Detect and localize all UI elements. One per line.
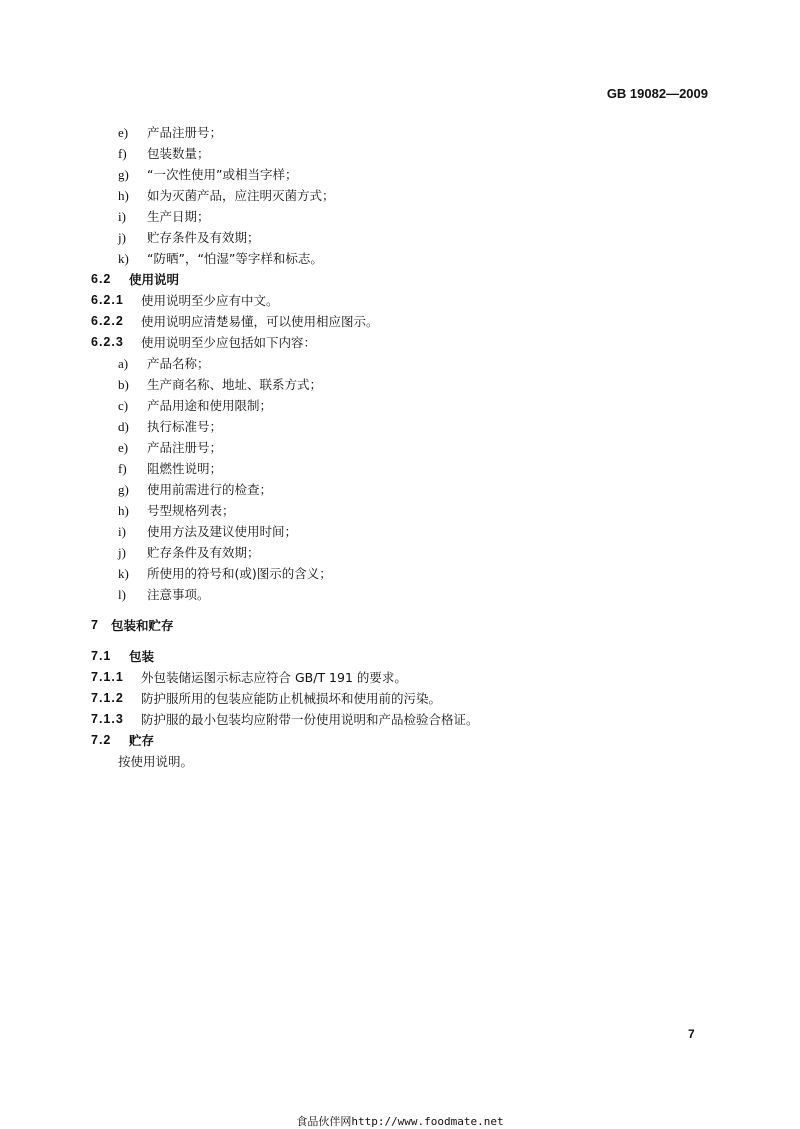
section-heading (91, 730, 711, 751)
spacer (91, 605, 711, 615)
line-text: 按使用说明。 (118, 754, 194, 769)
list-item (91, 500, 711, 521)
line-text: 防护服所用的包装应能防止机械损坏和使用前的污染。 (141, 691, 442, 706)
list-item (91, 395, 711, 416)
footer-watermark: 食品伙伴网http://www.foodmate.net (296, 1115, 504, 1128)
item-label: i) (118, 209, 126, 224)
list-item (91, 542, 711, 563)
line-text: 生产日期； (147, 209, 210, 224)
line-text: 如为灭菌产品，应注明灭菌方式； (147, 188, 335, 203)
page-number: 7 (688, 1027, 695, 1041)
line-text: 外包装储运图示标志应符合 GB/T 191 的要求。 (141, 670, 407, 685)
list-item (91, 584, 711, 605)
line-text: 使用说明至少应有中文。 (141, 293, 279, 308)
line-text: 注意事项。 (147, 587, 210, 602)
list-item (91, 374, 711, 395)
item-label: j) (118, 230, 126, 245)
line-text: “防晒”，“怕湿”等字样和标志。 (147, 251, 323, 266)
clause (91, 688, 711, 709)
paragraph (91, 751, 711, 772)
list-item (91, 479, 711, 500)
document-body (91, 122, 711, 772)
clause (91, 332, 711, 353)
clause-number: 6.2 (91, 272, 112, 286)
list-item (91, 563, 711, 584)
clause (91, 311, 711, 332)
line-text: 产品用途和使用限制； (147, 398, 273, 413)
line-text: 使用说明应清楚易懂，可以使用相应图示。 (141, 314, 379, 329)
clause-number: 7.1.2 (91, 691, 124, 705)
item-label: e) (118, 440, 129, 455)
item-label: d) (118, 419, 129, 434)
item-label: g) (118, 482, 129, 497)
list-item (91, 458, 711, 479)
line-text: 生产商名称、地址、联系方式； (147, 377, 323, 392)
list-item (91, 206, 711, 227)
line-text: 使用说明 (129, 272, 180, 287)
line-text: “一次性使用”或相当字样； (147, 167, 298, 182)
standard-number-header: GB 19082—2009 (606, 86, 708, 101)
clause-number: 7 (91, 618, 98, 632)
clause-number: 7.1 (91, 649, 112, 663)
line-text: 执行标准号； (147, 419, 223, 434)
item-label: l) (118, 587, 126, 602)
list-item (91, 164, 711, 185)
clause-number: 6.2.2 (91, 314, 124, 328)
list-item (91, 437, 711, 458)
list-item (91, 521, 711, 542)
line-text: 包装和贮存 (111, 618, 174, 633)
line-text: 所使用的符号和(或)图示的含义； (147, 566, 332, 581)
item-label: f) (118, 146, 127, 161)
line-text: 号型规格列表； (147, 503, 235, 518)
clause-number: 6.2.1 (91, 293, 124, 307)
section-heading (91, 269, 711, 290)
clause-number: 7.1.1 (91, 670, 124, 684)
list-item (91, 248, 711, 269)
line-text: 使用方法及建议使用时间； (147, 524, 298, 539)
item-label: h) (118, 503, 129, 518)
chapter-heading (91, 615, 711, 636)
item-label: k) (118, 566, 129, 581)
line-text: 产品注册号； (147, 125, 223, 140)
line-text: 贮存 (129, 733, 155, 748)
clause-number: 6.2.3 (91, 335, 124, 349)
clause (91, 667, 711, 688)
list-item (91, 227, 711, 248)
clause (91, 290, 711, 311)
line-text: 使用前需进行的检查； (147, 482, 273, 497)
item-label: e) (118, 125, 129, 140)
item-label: a) (118, 356, 129, 371)
item-label: b) (118, 377, 129, 392)
list-item (91, 185, 711, 206)
list-item (91, 353, 711, 374)
clause-number: 7.1.3 (91, 712, 124, 726)
item-label: f) (118, 461, 127, 476)
line-text: 产品名称； (147, 356, 210, 371)
line-text: 产品注册号； (147, 440, 223, 455)
list-item (91, 122, 711, 143)
item-label: c) (118, 398, 129, 413)
item-label: j) (118, 545, 126, 560)
spacer (91, 636, 711, 646)
item-label: g) (118, 167, 129, 182)
list-item (91, 416, 711, 437)
line-text: 贮存条件及有效期； (147, 545, 260, 560)
list-item (91, 143, 711, 164)
line-text: 使用说明至少应包括如下内容： (141, 335, 317, 350)
line-text: 贮存条件及有效期； (147, 230, 260, 245)
item-label: i) (118, 524, 126, 539)
line-text: 阻燃性说明； (147, 461, 223, 476)
line-text: 防护服的最小包装均应附带一份使用说明和产品检验合格证。 (141, 712, 479, 727)
section-heading (91, 646, 711, 667)
line-text: 包装数量； (147, 146, 210, 161)
clause (91, 709, 711, 730)
line-text: 包装 (129, 649, 155, 664)
item-label: k) (118, 251, 129, 266)
item-label: h) (118, 188, 129, 203)
clause-number: 7.2 (91, 733, 112, 747)
